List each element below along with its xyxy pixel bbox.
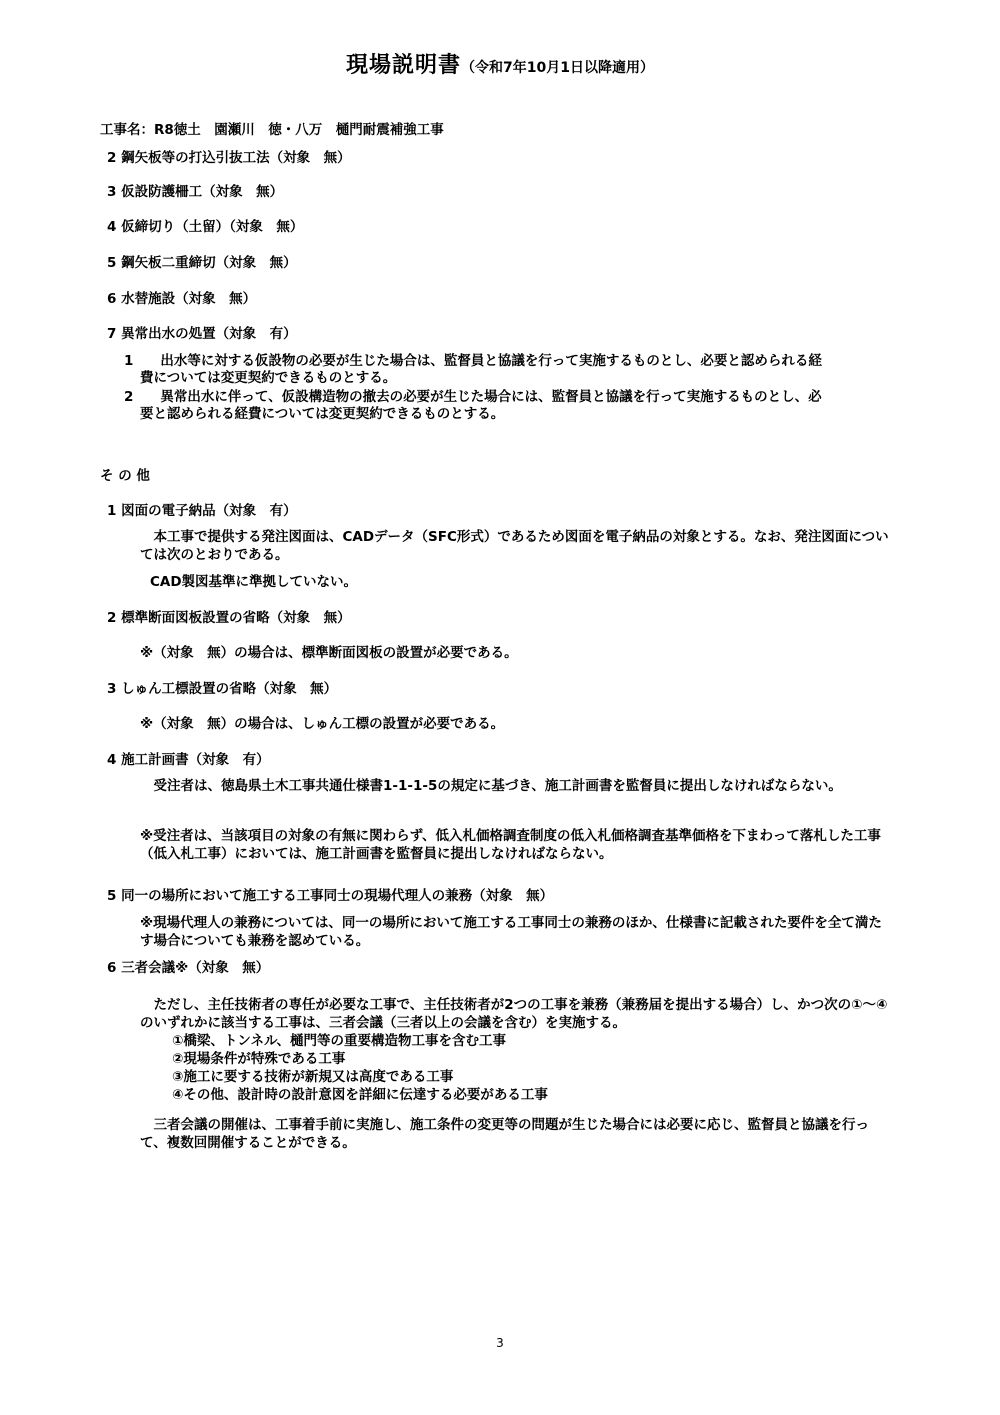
page-number: 3 [496, 1336, 504, 1350]
other-2-note: ※（対象 無）の場合は、標準断面図板の設置が必要である。 [140, 645, 518, 661]
other-3-title: 3 しゅん工標設置の省略（対象 無） [107, 681, 338, 697]
other-1-title: 1 図面の電子納品（対象 有） [107, 503, 297, 519]
other-heading: そ の 他 [100, 468, 150, 484]
other-6-list-item: ②現場条件が特殊である工事 [172, 1051, 346, 1067]
title-main: 現場説明書 [346, 53, 462, 78]
other-4-paragraph: 受注者は、徳島県土木工事共通仕様書1-1-1-5の規定に基づき、施工計画書を監督員に提出しなければならない。 [140, 778, 842, 794]
other-3-note: ※（対象 無）の場合は、しゅん工標の設置が必要である。 [140, 716, 505, 732]
item-3-title: 3 仮設防護柵工（対象 無） [107, 184, 284, 200]
item-7-sub-2-line-2: 要と認められる経費については変更契約できるものとする。 [140, 406, 505, 422]
other-2-title: 2 標準断面図板設置の省略（対象 無） [107, 610, 351, 626]
item-7-sub-1-line-1: 1 出水等に対する仮設物の必要が生じた場合は、監督員と協議を行って実施するものとし、必要と認められる経 [124, 353, 822, 369]
other-6-paragraph: ただし、主任技術者の専任が必要な工事で、主任技術者が2つの工事を兼務（兼務届を提出する場合）し、かつ次の①～④のいずれかに該当する工事は、三者会議（三者以上の会議を含む）を実施する。 [140, 997, 888, 1031]
other-6-list-item: ④その他、設計時の設計意図を詳細に伝達する必要がある工事 [172, 1087, 548, 1103]
other-5-note: ※現場代理人の兼務については、同一の場所において施工する工事同士の兼務のほか、仕様書に記載された要件を全て満たす場合についても兼務を認めている。 [140, 915, 882, 949]
other-1-note: CAD製図基準に準拠していない。 [150, 574, 358, 590]
page-title [0, 48, 1000, 79]
item-5-title: 5 鋼矢板二重締切（対象 無） [107, 255, 297, 271]
item-2-title: 2 鋼矢板等の打込引抜工法（対象 無） [107, 150, 351, 166]
other-6-closing-paragraph: 三者会議の開催は、工事着手前に実施し、施工条件の変更等の問題が生じた場合には必要に応じ、監督員と協議を行って、複数回開催することができる。 [140, 1117, 869, 1151]
other-5-title: 5 同一の場所において施工する工事同士の現場代理人の兼務（対象 無） [107, 888, 554, 904]
other-6-list-item: ①橋梁、トンネル、樋門等の重要構造物工事を含む工事 [172, 1033, 506, 1049]
item-7-sub-1-line-2: 費については変更契約できるものとする。 [140, 370, 397, 386]
item-6-title: 6 水替施設（対象 無） [107, 291, 257, 307]
item-7-sub-2-line-1: 2 異常出水に伴って、仮設構造物の撤去の必要が生じた場合には、監督員と協議を行って実施するものとし、必 [124, 389, 822, 405]
project-name: 工事名：R8徳土 園瀬川 徳・八万 樋門耐震補強工事 [100, 122, 444, 138]
other-4-note: ※受注者は、当該項目の対象の有無に関わらず、低入札価格調査制度の低入札価格調査基準価格を下まわって落札した工事（低入札工事）においては、施工計画書を監督員に提出しなければならない。 [140, 828, 881, 862]
other-1-paragraph: 本工事で提供する発注図面は、CADデータ（SFC形式）であるため図面を電子納品の対象とする。なお、発注図面については次のとおりである。 [140, 529, 889, 563]
other-4-title: 4 施工計画書（対象 有） [107, 752, 270, 768]
item-7-title: 7 異常出水の処置（対象 有） [107, 326, 297, 342]
item-4-title: 4 仮締切り（土留）（対象 無） [107, 219, 304, 235]
other-6-title: 6 三者会議※（対象 無） [107, 960, 270, 976]
title-subtitle: （令和7年10月1日以降適用） [461, 60, 654, 76]
other-6-list-item: ③施工に要する技術が新規又は高度である工事 [172, 1069, 454, 1085]
